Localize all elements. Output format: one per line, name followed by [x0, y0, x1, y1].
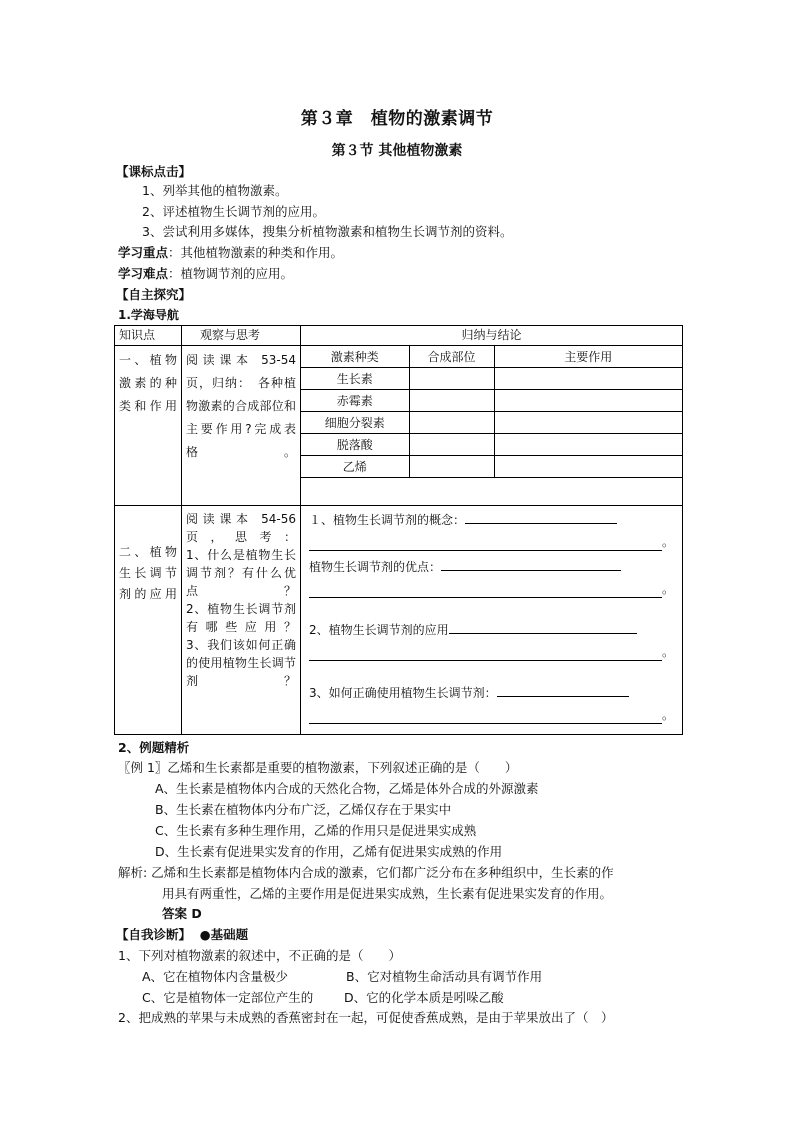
example-option-b: B、生长素在植物体内分布广泛，乙烯仅存在于果实中: [155, 802, 452, 817]
hormone-ethylene: 乙烯: [301, 456, 409, 478]
auxin-site[interactable]: [409, 368, 494, 390]
row2-question-3: 3、我们该如何正确的使用植物生长调节剂？: [186, 638, 296, 688]
section-title: 第３节 其他植物激素: [331, 143, 463, 159]
concept-blank-2[interactable]: [309, 538, 662, 551]
study-table: [114, 325, 683, 735]
hormone-cytokinin: 细胞分裂素: [301, 412, 409, 434]
example-option-c: C、生长素有多种生理作用，乙烯的作用只是促进果实成熟: [155, 823, 477, 838]
advantage-blank[interactable]: [441, 557, 621, 571]
hormone-abscisic-acid: 脱落酸: [301, 434, 409, 456]
application-line-2: [309, 643, 674, 661]
application-label: 2、植物生长调节剂的应用: [309, 623, 449, 637]
usage-blank-2[interactable]: [309, 711, 662, 724]
inner-header-site: 合成部位: [409, 346, 494, 368]
ethylene-site[interactable]: [409, 456, 494, 478]
difficulty-label: 学习难点: [118, 266, 169, 281]
self-study-heading: 【自主探究】: [116, 287, 192, 302]
advantage-end: 。: [661, 582, 674, 596]
row2-question-2: 2、植物生长调节剂有哪些应用？: [186, 602, 296, 634]
cytokinin-function[interactable]: [494, 412, 682, 434]
diag-q1-option-a: A、它在植物体内含量极少: [142, 969, 289, 984]
diag-q1-option-b: B、它对植物生命活动具有调节作用: [346, 969, 543, 984]
usage-line-2: [309, 706, 674, 724]
example-answer: 答案 D: [162, 906, 202, 921]
cytokinin-site[interactable]: [409, 412, 494, 434]
application-end: 。: [661, 645, 674, 659]
auxin-function[interactable]: [494, 368, 682, 390]
objective-1: 1、列举其他的植物激素。: [142, 183, 288, 198]
header-observe: 观察与思考: [182, 326, 301, 346]
row2-conclusion: [301, 506, 683, 735]
usage-line: [309, 683, 674, 702]
diagnosis-title: 【自我诊断】: [116, 927, 192, 942]
diag-q1-option-d: D、它的化学本质是吲哚乙酸: [344, 990, 504, 1005]
usage-label: 3、如何正确使用植物生长调节剂：: [309, 686, 497, 700]
key-point-label: 学习重点: [118, 245, 169, 260]
analysis-line-1: 解析: 乙烯和生长素都是植物体内合成的激素，它们都广泛分布在多种组织中，生长素的作: [118, 865, 614, 880]
ethylene-function[interactable]: [494, 456, 682, 478]
difficulty-text: 植物调节剂的应用。: [180, 266, 294, 281]
diagnosis-sub: ●基础题: [199, 927, 249, 942]
hormone-auxin: 生长素: [301, 368, 409, 390]
row1-topic: 一、植物激素的种类和作用: [115, 346, 182, 506]
diagnosis-heading: [116, 926, 248, 944]
advantage-blank-2[interactable]: [309, 585, 662, 598]
application-blank[interactable]: [449, 620, 637, 634]
inner-header-type: 激素种类: [301, 346, 409, 368]
row2-question-1: 1、什么是植物生长调节剂？有什么优点？: [186, 548, 296, 598]
concept-line: [309, 510, 674, 529]
example-option-d: D、生长素有促进果实发育的作用，乙烯有促进果实成熟的作用: [155, 844, 503, 859]
hormone-table-cell: [301, 346, 683, 506]
application-line: [309, 620, 674, 639]
advantage-line-2: [309, 580, 674, 598]
header-topic: 知识点: [115, 326, 182, 346]
concept-label: １、植物生长调节剂的概念：: [309, 513, 466, 527]
hormone-table: [301, 346, 682, 501]
example-option-a: A、生长素是植物体内合成的天然化合物，乙烯是体外合成的外源激素: [155, 781, 539, 796]
gibberellin-function[interactable]: [494, 390, 682, 412]
application-blank-2[interactable]: [309, 648, 662, 661]
concept-line-2: [309, 533, 674, 551]
hormone-gibberellin: 赤霉素: [301, 390, 409, 412]
inner-header-function: 主要作用: [494, 346, 682, 368]
usage-blank[interactable]: [497, 683, 629, 697]
difficulty: 学习难点：植物调节剂的应用。: [118, 266, 294, 281]
analysis-line-2: 用具有两重性，乙烯的主要作用是促进果实成熟，生长素有促进果实发育的作用。: [162, 886, 613, 901]
abscisic-site[interactable]: [409, 434, 494, 456]
diag-question-2: 2、把成熟的苹果与未成熟的香蕉密封在一起，可促使香蕉成熟，是由于苹果放出了（ ）: [118, 1010, 614, 1025]
advantage-line: [309, 557, 674, 576]
row1-observe: 阅读课本 53-54 页，归纳： 各种植物激素的合成部位和主要作用?完成表格。: [182, 346, 301, 506]
diag-q1-option-c: C、它是植物体一定部位产生的: [142, 990, 314, 1005]
self-study-sub: 1.学海导航: [118, 308, 179, 322]
concept-end: 。: [661, 535, 674, 549]
advantage-label: 植物生长调节剂的优点：: [309, 560, 442, 574]
example-question: 〖例 1〗乙烯和生长素都是重要的植物激素，下列叙述正确的是（ ）: [118, 760, 518, 775]
abscisic-function[interactable]: [494, 434, 682, 456]
chapter-title: 第３章 植物的激素调节: [300, 109, 494, 129]
row2-intro: 阅读课本 54-56 页，思考：: [186, 512, 296, 544]
example-heading: 2、例题精析: [118, 740, 190, 755]
objective-3: 3、尝试利用多媒体，搜集分析植物激素和植物生长调节剂的资料。: [142, 224, 513, 239]
row2-topic: 二、植物生长调节剂的应用: [115, 506, 182, 735]
key-point: 学习重点：其他植物激素的种类和作用。: [118, 245, 344, 260]
concept-blank[interactable]: [465, 510, 617, 524]
diag-question-1: 1、下列对植物激素的叙述中，不正确的是（ ）: [118, 948, 401, 963]
header-conclusion: 归纳与结论: [301, 326, 683, 346]
usage-end: 。: [661, 708, 674, 722]
objectives-heading: 【课标点击】: [116, 164, 192, 179]
hormone-table-footer: [301, 478, 682, 502]
row2-observe: [182, 506, 301, 735]
key-point-text: 其他植物激素的种类和作用。: [180, 245, 344, 260]
objective-2: 2、评述植物生长调节剂的应用。: [142, 204, 325, 219]
gibberellin-site[interactable]: [409, 390, 494, 412]
